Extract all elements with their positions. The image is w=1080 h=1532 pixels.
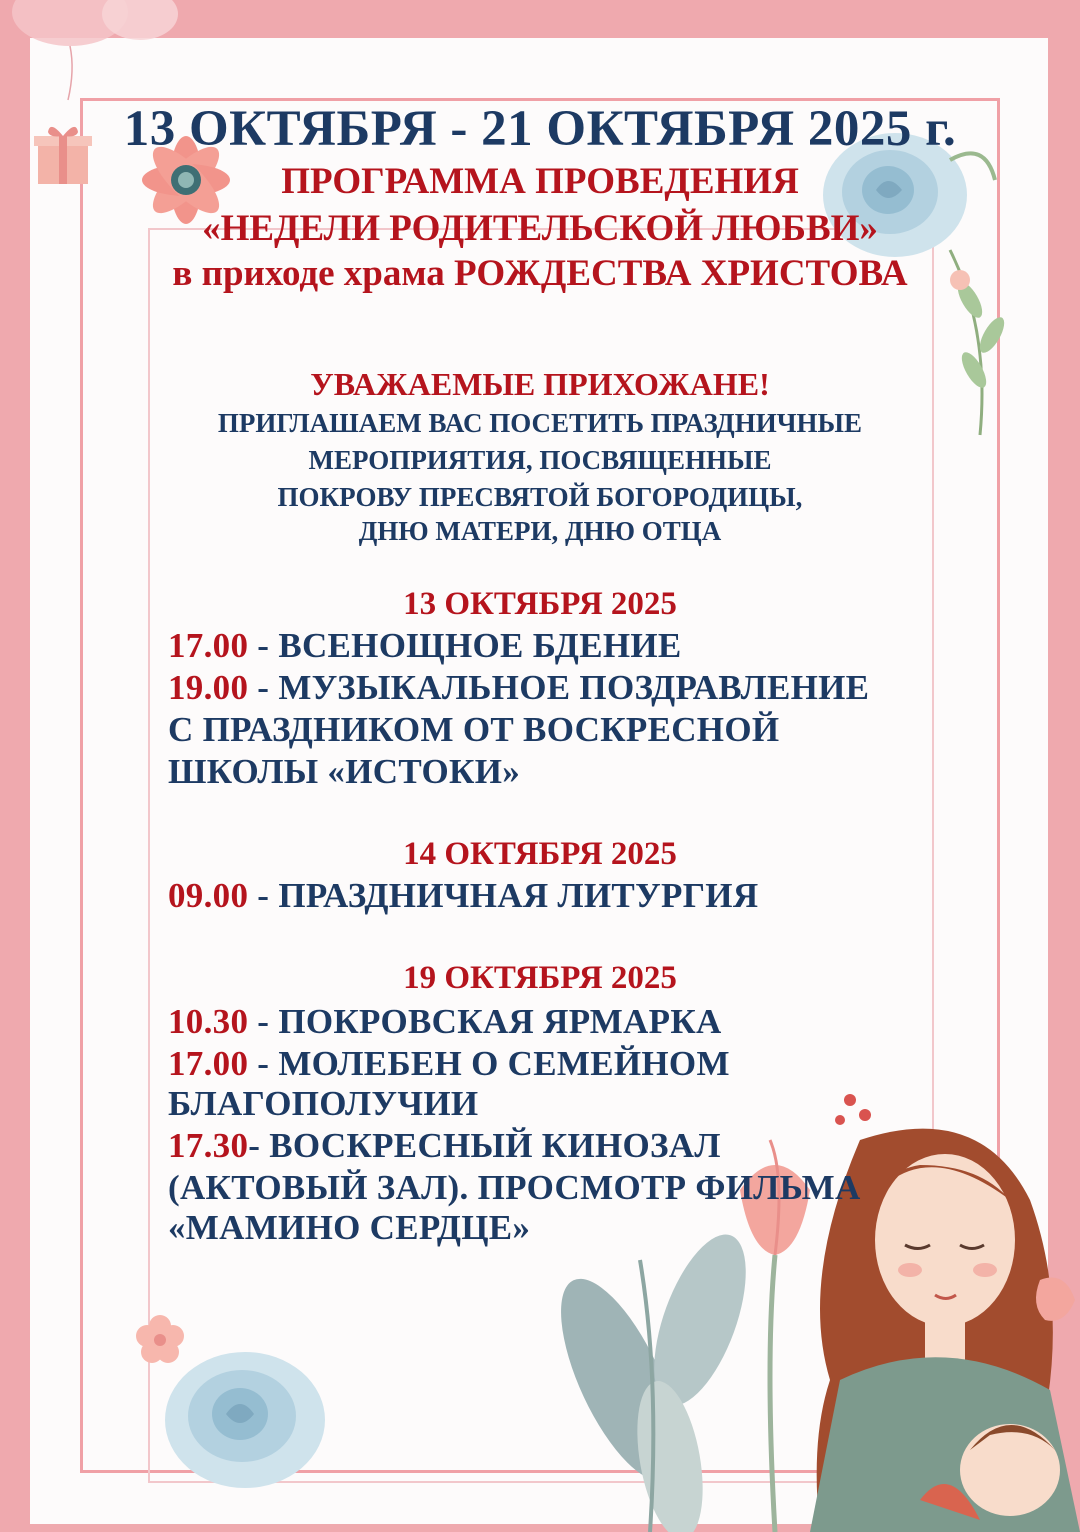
title-line-2: «НЕДЕЛИ РОДИТЕЛЬСКОЙ ЛЮБВИ» [202, 208, 878, 249]
event-separator: - [248, 626, 279, 665]
subtitle-prefix: в приходе храма [172, 253, 455, 294]
event-title-continued: «МАМИНО СЕРДЦЕ» [168, 1208, 531, 1247]
event-time: 17.00 [168, 626, 249, 665]
invitation-line: ПОКРОВУ ПРЕСВЯТОЙ БОГОРОДИЦЫ, [277, 482, 803, 512]
balloon-icon [0, 0, 190, 110]
event-separator: - [248, 668, 279, 707]
event-separator: - [248, 1002, 279, 1041]
event-title: ПОКРОВСКАЯ ЯРМАРКА [278, 1002, 722, 1041]
event-separator: - [248, 1044, 279, 1083]
event-title-continued: (АКТОВЫЙ ЗАЛ). ПРОСМОТР ФИЛЬМА [168, 1168, 861, 1207]
schedule-event [168, 1126, 721, 1166]
day-date: 14 ОКТЯБРЯ 2025 [403, 836, 677, 872]
invitation-line: ПРИГЛАШАЕМ ВАС ПОСЕТИТЬ ПРАЗДНИЧНЫЕ [217, 408, 863, 438]
day-date: 19 ОКТЯБРЯ 2025 [403, 960, 677, 996]
event-separator: - [248, 1126, 270, 1165]
event-title-continued: С ПРАЗДНИКОМ ОТ ВОСКРЕСНОЙ [168, 710, 780, 749]
event-time: 17.00 [168, 1044, 249, 1083]
event-title: МОЛЕБЕН О СЕМЕЙНОМ [278, 1044, 730, 1083]
schedule-event [168, 668, 869, 708]
event-time: 09.00 [168, 876, 249, 915]
title-line-1: ПРОГРАММА ПРОВЕДЕНИЯ [281, 161, 799, 202]
schedule-event [168, 1044, 730, 1084]
greeting: УВАЖАЕМЫЕ ПРИХОЖАНЕ! [310, 366, 770, 402]
event-time: 10.30 [168, 1002, 249, 1041]
pink-flower-icon [1030, 1270, 1080, 1330]
schedule-event [168, 1002, 722, 1042]
event-title-continued: БЛАГОПОЛУЧИИ [168, 1084, 479, 1123]
event-title: ВСЕНОЩНОЕ БДЕНИЕ [278, 626, 682, 665]
event-title: ПРАЗДНИЧНАЯ ЛИТУРГИЯ [278, 876, 759, 915]
subtitle [0, 252, 1080, 295]
event-time: 19.00 [168, 668, 249, 707]
event-title: МУЗЫКАЛЬНОЕ ПОЗДРАВЛЕНИЕ [278, 668, 870, 707]
subtitle-name: РОЖДЕСТВА ХРИСТОВА [454, 253, 908, 294]
day-date: 13 ОКТЯБРЯ 2025 [403, 586, 677, 622]
schedule-event [168, 876, 758, 916]
schedule-event [168, 626, 682, 666]
date-range: 13 ОКТЯБРЯ - 21 ОКТЯБРЯ 2025 г. [123, 101, 957, 157]
event-title: ВОСКРЕСНЫЙ КИНОЗАЛ [269, 1126, 721, 1165]
pink-flower-icon [120, 1300, 200, 1380]
event-time: 17.30 [168, 1126, 249, 1165]
event-separator: - [248, 876, 279, 915]
invitation-line: МЕРОПРИЯТИЯ, ПОСВЯЩЕННЫЕ [308, 445, 772, 475]
invitation-line: ДНЮ МАТЕРИ, ДНЮ ОТЦА [358, 516, 722, 546]
event-title-continued: ШКОЛЫ «ИСТОКИ» [168, 752, 521, 791]
